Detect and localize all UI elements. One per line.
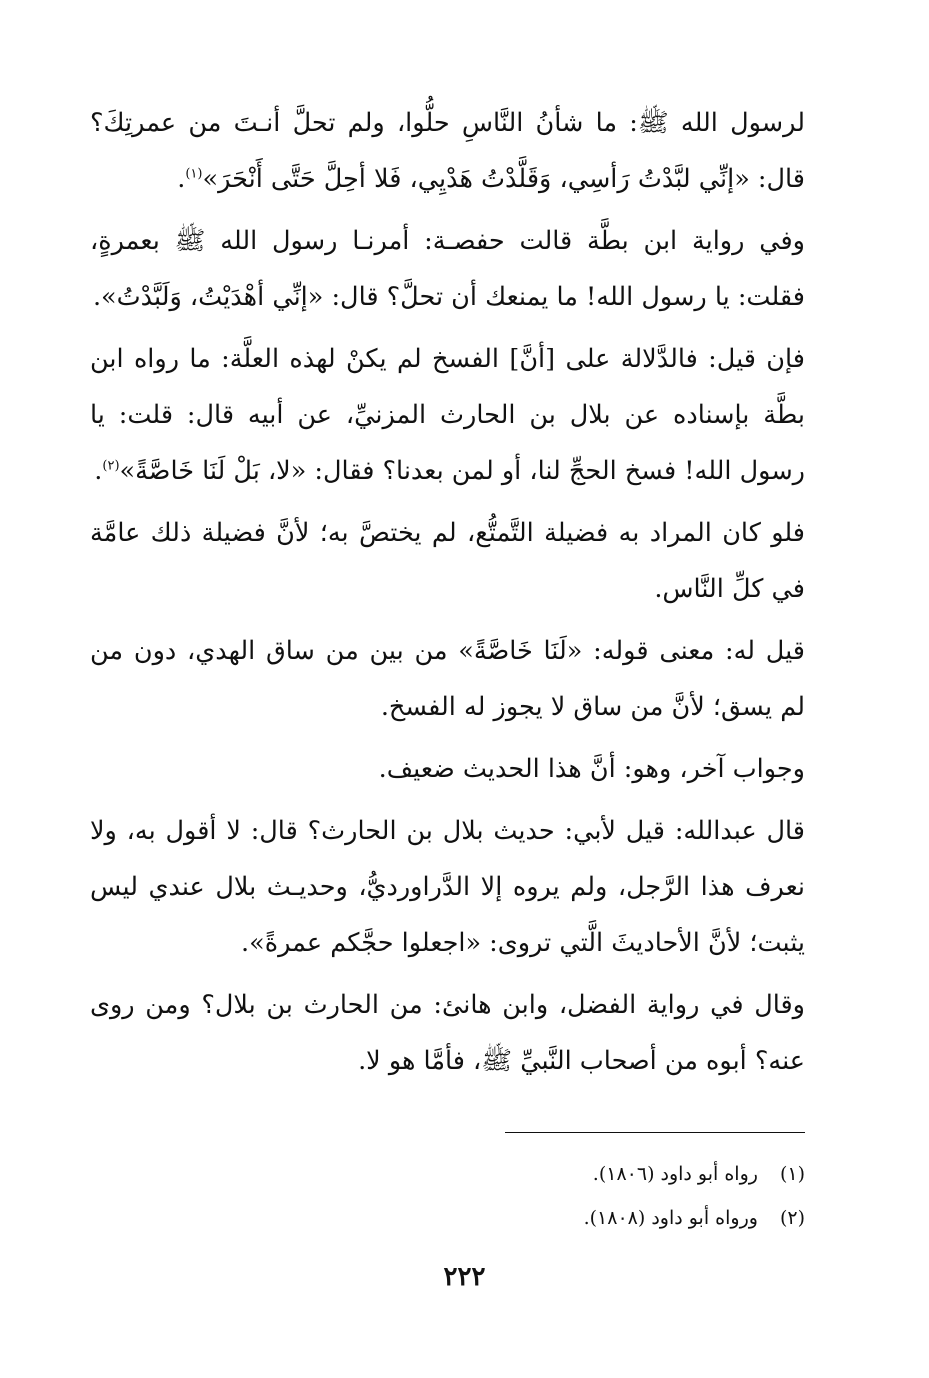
page-number: ٢٢٢	[443, 1262, 486, 1292]
footnote-divider	[505, 1132, 805, 1133]
paragraph-7: قال عبدالله: قيل لأبي: حديث بلال بن الحارث؟ قال: لا أقول به، ولا نعرف هذا الرَّجل، ولم يروه إلا الدَّراورديُّ، وحديـث بلال عندي ليس يثبت؛ لأنَّ الأحاديثَ الَّتي تروى: «اجعلوا حجَّكم عمرةً».	[90, 816, 805, 958]
paragraph-5: قيل له: معنى قوله: «لَنَا خَاصَّةً» من بين من ساق الهدي، دون من لم يسق؛ لأنَّ من ساق لا يجوز له الفسخ.	[90, 636, 805, 722]
paragraph-6: وجواب آخر، وهو: أنَّ هذا الحديث ضعيف.	[378, 754, 805, 784]
footnotes	[305, 1152, 805, 1240]
footnote-number: (٢)	[779, 1207, 805, 1229]
footnote-ref-1[interactable]: (١)	[185, 166, 203, 182]
footnote-text: ورواه أبو داود (١٨٠٨).	[583, 1207, 758, 1229]
footnote-1	[305, 1152, 805, 1196]
paragraph-4: فلو كان المراد به فضيلة التَّمتُّع، لم يختصَّ به؛ لأنَّ فضيلة ذلك عامَّة في كلِّ النَّاس.	[90, 518, 805, 604]
paragraph-3: فإن قيل: فالدَّلالة على [أنَّ] الفسخ لم يكنْ لهذه العلَّة: ما رواه ابن بطَّة بإسناده عن بلال بن الحارث المزنيِّ، عن أبيه قال: قلت: يا رسول الله! فسخ الحجِّ لنا، أو لمن بعدنا؟ فقال: «لا، بَلْ لَنَا خَاصَّةً»$^{(٢)}$.	[90, 344, 805, 486]
page-body	[90, 95, 805, 1095]
footnote-text: رواه أبو داود (١٨٠٦).	[592, 1163, 758, 1185]
footnote-2	[305, 1196, 805, 1240]
paragraph-2: وفي رواية ابن بطَّة قالت حفصـة: أمرنـا رسول الله ﷺ بعمرةٍ، فقلت: يا رسول الله! ما يمنعك أن تحلَّ؟ قال: «إنِّي أهْدَيْتُ، وَلَبَّدْتُ».	[90, 226, 805, 312]
footnote-ref-2[interactable]: (٢)	[102, 458, 120, 474]
paragraph-8: وقال في رواية الفضل، وابن هانئ: من الحارث بن بلال؟ ومن روى عنه؟ أبوه من أصحاب النَّبيِّ ﷺ، فأمَّا هو لا.	[90, 990, 805, 1076]
paragraph-1: لرسول الله ﷺ: ما شأنُ النَّاسِ حلُّوا، ولم تحلَّ أنـتَ من عمرتِكَ؟ قال: «إنِّي لبَّدْتُ رَأسِي، وَقَلَّدْتُ هَدْيِي، فَلا أحِلَّ حَتَّى أَنْحَرَ»$^{(١)}$.	[90, 108, 805, 194]
footnote-number: (١)	[779, 1163, 805, 1185]
